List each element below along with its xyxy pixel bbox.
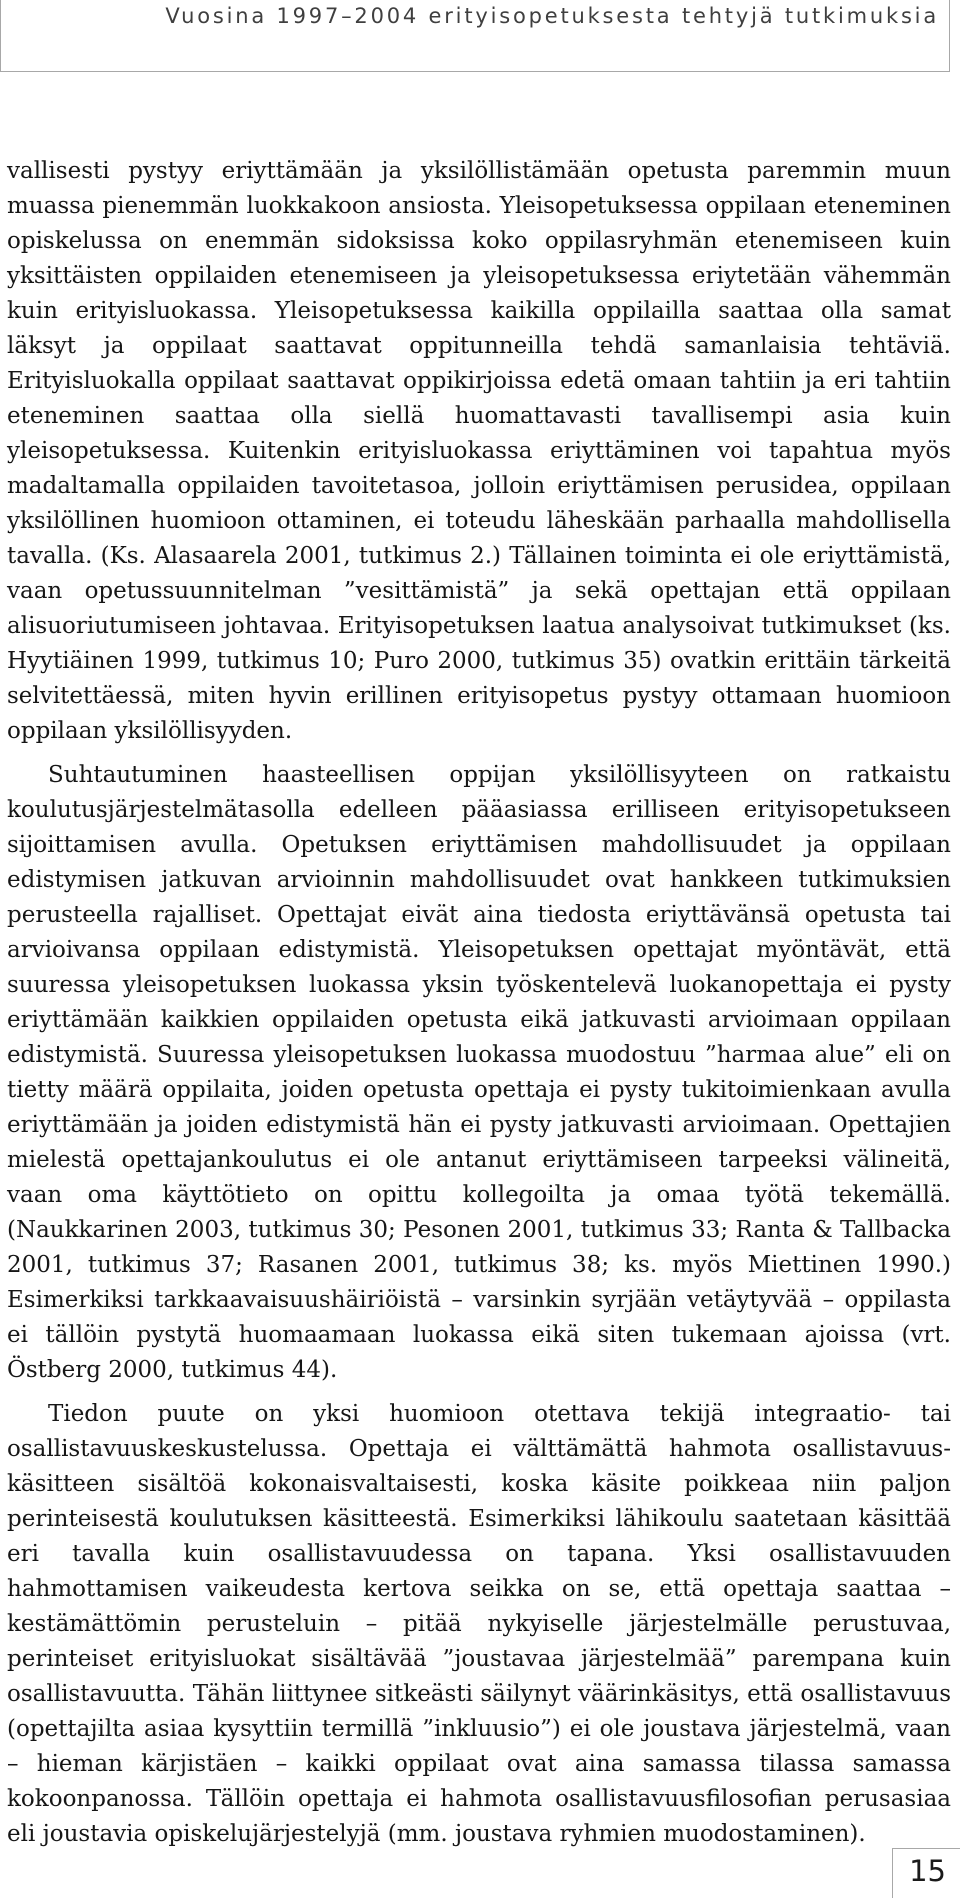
running-header-title: Vuosina 1997–2004 erityisopetuksesta tehtyjä tutkimuksia <box>165 4 939 28</box>
paragraph-2: Suhtautuminen haasteellisen oppijan yksilöllisyyteen on ratkaistu koulutusjärjestelmätasolla edelleen pääasiassa erilliseen erityisopetukseen sijoittamisen avulla. Opetuksen eriyttämisen mahdollisuudet ja oppilaan edistymisen jatkuvan arvioinnin mahdollisuudet ovat hankkeen tutkimuksien perusteella rajalliset. Opettajat eivät aina tiedosta eriyttävänsä opetusta tai arvioivansa oppilaan edistymistä. Yleisopetuksen opettajat myöntävät, että suuressa yleisopetuksen luokassa yksin työskentelevä luokanopettaja ei pysty eriyttämään kaikkien oppilaiden opetusta eikä jatkuvasti arvioimaan oppilaan edistymistä. Suuressa yleisopetuksen luokassa muodostuu ”harmaa alue” eli on tietty määrä oppilaita, joiden opetusta opettaja ei pysty tukitoimienkaan avulla eriyttämään ja joiden edistymistä hän ei pysty jatkuvasti arvioimaan. Opettajien mielestä opettajankoulutus ei ole antanut eriyttämiseen tarpeeksi välineitä, vaan oma käyttötieto on opittu kollegoilta ja omaa työtä tekemällä. (Naukkarinen 2003, tutkimus 30; Pesonen 2001, tutkimus 33; Ranta & Tallbacka 2001, tutkimus 37; Rasanen 2001, tutkimus 38; ks. myös Miettinen 1990.) Esimerkiksi tarkkaavaisuushäiriöistä – varsinkin syrjään vetäytyvää – oppilasta ei tällöin pystytä huomaamaan luokassa eikä siten tukemaan ajoissa (vrt. Östberg 2000, tutkimus 44). <box>7 762 951 1383</box>
paragraph-1: vallisesti pystyy eriyttämään ja yksilöllistämään opetusta paremmin muun muassa pienemmän luokkakoon ansiosta. Yleisopetuksessa oppilaan eteneminen opiskelussa on enemmän sidoksissa koko oppilasryhmän etenemiseen kuin yksittäisten oppilaiden etenemiseen ja yleisopetuksessa eriytetään vähemmän kuin erityisluokassa. Yleisopetuksessa kaikilla oppilailla saattaa olla samat läksyt ja oppilaat saattavat oppitunneilla tehdä samanlaisia tehtäviä. Erityisluokalla oppilaat saattavat oppikirjoissa edetä omaan tahtiin ja eri tahtiin eteneminen saattaa olla siellä huomattavasti tavallisempi asia kuin yleisopetuksessa. Kuitenkin erityisluokassa eriyttäminen voi tapahtua myös madaltamalla oppilaiden tavoitetasoa, jolloin eriyttämisen perusidea, oppilaan yksilöllinen huomioon ottaminen, ei toteudu läheskään parhaalla mahdollisella tavalla. (Ks. Alasaarela 2001, tutkimus 2.) Tällainen toiminta ei ole eriyttämistä, vaan opetussuunnitelman ”vesittämistä” ja sekä opettajan että oppilaan alisuoriutumiseen johtavaa. Erityisopetuksen laatua analysoivat tutkimukset (ks. Hyytiäinen 1999, tutkimus 10; Puro 2000, tutkimus 35) ovatkin erittäin tärkeitä selvitettäessä, miten hyvin erillinen erityisopetus pystyy ottamaan huomioon oppilaan yksilöllisyyden. <box>7 158 951 744</box>
page-number-box <box>892 1848 960 1898</box>
paragraph-3: Tiedon puute on yksi huomioon otettava tekijä integraatio- tai osallistavuuskeskustelussa. Opettaja ei välttämättä hahmota osallistavuus-käsitteen sisältöä kokonaisvaltaisesti, koska käsite poikkeaa niin paljon perinteisestä koulutuksen käsitteestä. Esimerkiksi lähikoulu saatetaan käsittää eri tavalla kuin osallistavuudessa on tapana. Yksi osallistavuuden hahmottamisen vaikeudesta kertova seikka on se, että opettaja saattaa – kestämättömin perusteluin – pitää nykyiselle järjestelmälle perustuvaa, perinteiset erityisluokat sisältävää ”joustavaa järjestelmää” parempana kuin osallistavuutta. Tähän liittynee sitkeästi säilynyt väärinkäsitys, että osallistavuus (opettajilta asiaa kysyttiin termillä ”inkluusio”) ei ole joustava järjestelmä, vaan – hieman kärjistäen – kaikki oppilaat ovat aina samassa tilassa samassa kokoonpanossa. Tällöin opettaja ei hahmota osallistavuusfilosofian perusasiaa eli joustavia opiskelujärjestelyjä (mm. joustava ryhmien muodostaminen). <box>7 1401 951 1847</box>
page-number: 15 <box>909 1854 946 1888</box>
running-header <box>0 0 950 72</box>
body-text <box>7 154 951 1852</box>
